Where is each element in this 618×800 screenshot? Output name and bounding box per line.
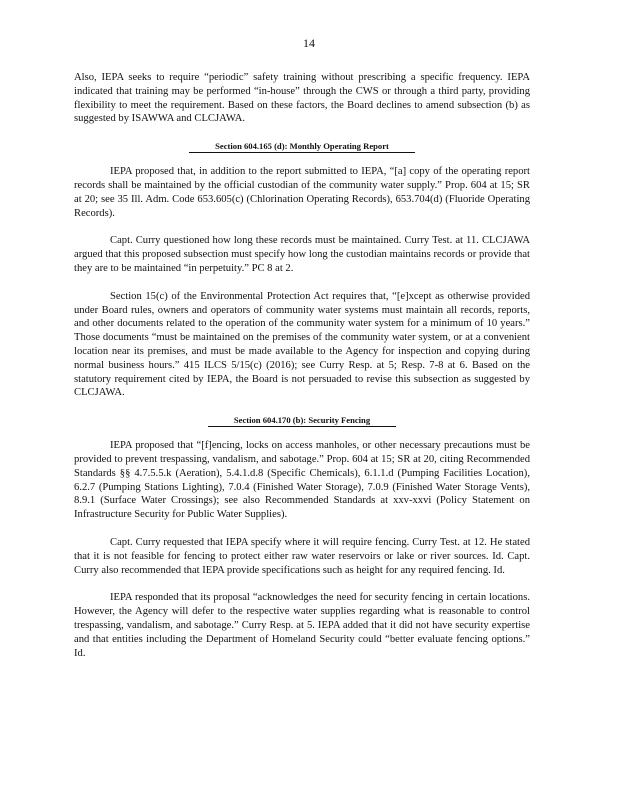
paragraph-fencing-proposal: IEPA proposed that “[f]encing, locks on access manholes, or other necessary precautions must be provided to prevent trespassing, vandalism, and sabotage.” Prop. 604 at 15; SR at 20, citing Recommended Standards §§ 4.7.5.5.k (Aeration), 5.4.1.d.8 (Specific Chemicals), 6.1.1.d (Pumping Facilities Location), 6.2.7 (Pumping Stations Lighting), 7.0.4 (Finished Water Storage), 7.0.9 (Finished Water Storage Vents), 8.9.1 (Surface Water Crossings); see also Recommended Standards at xxv-xxvi (Policy Statement on Infrastructure Security for Public Water Supplies). [74,440,530,521]
paragraph-operating-report-copy: IEPA proposed that, in addition to the report submitted to IEPA, “[a] copy of the operating report records shall be maintained by the official custodian of the community water supply.” Prop. 604 at 15; SR at 20; see 35 Ill. Adm. Code 653.605(c) (Chlorination Operating Records), 653.704(d) (Fluoride Operating Records). [74,166,530,219]
section-heading-monthly-operating-report [74,140,530,152]
paragraph-records-duration: Capt. Curry questioned how long these records must be maintained. Curry Test. at 11. CLCJAWA argued that this proposed subsection must specify how long the custodian maintains records or provide that they are to be maintained “in perpetuity.” PC 8 at 2. [74,235,530,274]
section-heading-text: Section 604.165 (d): Monthly Operating Report [189,141,415,153]
document-body [74,71,530,674]
section-heading-text: Section 604.170 (b): Security Fencing [208,415,396,427]
page-number: 14 [303,36,315,50]
paragraph-fencing-response: IEPA responded that its proposal “acknowledges the need for security fencing in certain locations. However, the Agency will defer to the respective water supplies regarding what is reasonable to control trespassing, vandalism, and sabotage.” Curry Resp. at 5. IEPA added that it did not have security expertise and that entities including the Department of Homeland Security could “better evaluate fencing options.” Id. [74,592,530,659]
paragraph-section-15c: Section 15(c) of the Environmental Protection Act requires that, “[e]xcept as otherwise provided under Board rules, owners and operators of community water systems must maintain all records, reports, and other documents related to the operation of the community water system for a minimum of 10 years.” Those documents “must be maintained on the premises of the community water system, or at a convenient location near its premises, and must be made available to the Agency for inspection and copying during normal business hours.” 415 ILCS 5/15(c) (2016); see Curry Resp. at 5; Resp. 7-8 at 6. Based on the statutory requirement cited by IEPA, the Board is not persuaded to revise this subsection as suggested by CLCJAWA. [74,290,530,399]
section-heading-security-fencing [74,414,530,426]
paragraph-fencing-request: Capt. Curry requested that IEPA specify where it will require fencing. Curry Test. at 12. He stated that it is not feasible for fencing to protect either raw water reservoirs or lake or river sources. Id. Capt. Curry also recommended that IEPA provide specifications such as height for any required fencing. Id. [74,536,530,576]
paragraph-training-frequency: Also, IEPA seeks to require “periodic” safety training without prescribing a specific frequency. IEPA indicated that training may be performed “in-house” through the CWS or through a third party, providing flexibility to meet the requirement. Based on these factors, the Board declines to amend subsection (b) as suggested by ISAWWA and CLCJAWA. [74,72,530,125]
